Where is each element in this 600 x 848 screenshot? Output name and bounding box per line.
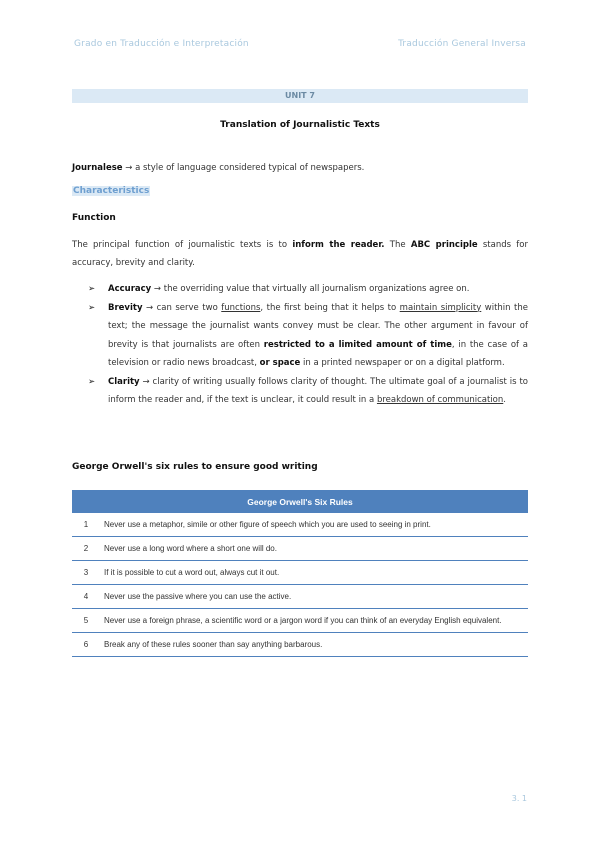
function-heading: Function (72, 213, 116, 223)
bullet-text: , the first being that it helps to (260, 302, 400, 313)
bullet-underline: functions (221, 302, 261, 313)
table-row (72, 561, 528, 585)
bullet-arrow: → (146, 302, 154, 313)
table-header: George Orwell's Six Rules (72, 490, 528, 513)
rule-number: 4 (72, 585, 100, 609)
rule-text: If it is possible to cut a word out, always cut it out. (100, 561, 528, 585)
rule-number: 6 (72, 633, 100, 657)
bullet-term: Brevity (108, 302, 143, 313)
bullet-text: , in the case of a television or radio news broadcast, (108, 339, 528, 368)
bullet-arrow: → (153, 284, 162, 294)
rule-text: Never use a long word where a short one will do. (100, 537, 528, 561)
bullet-bold: or space (259, 358, 301, 368)
definition-arrow: → (125, 163, 133, 173)
bullet-arrow-icon: ➢ (88, 376, 96, 387)
bullet-term: Accuracy (108, 284, 152, 294)
bullet-term: Clarity (108, 376, 140, 387)
bullet-text: the overriding value that virtually all journalism organizations agree on. (161, 284, 470, 294)
definition-text: a style of language considered typical of newspapers. (132, 163, 365, 173)
list-item-accuracy (88, 280, 528, 299)
abc-list (88, 280, 528, 410)
table-row (72, 609, 528, 633)
header-right: Traducción General Inversa (398, 39, 526, 49)
intro-bold: ABC principle (410, 240, 478, 250)
list-item-clarity (88, 373, 528, 410)
table-row (72, 513, 528, 537)
orwell-heading: George Orwell's six rules to ensure good writing (72, 462, 318, 472)
bullet-bold: restricted to a limited amount of time (263, 339, 452, 350)
bullet-text: in a printed newspaper or on a digital platform. (300, 358, 505, 368)
rule-text: Break any of these rules sooner than say anything barbarous. (100, 633, 528, 657)
rule-number: 5 (72, 609, 100, 633)
bullet-text: can serve two (153, 302, 222, 313)
rule-number: 2 (72, 537, 100, 561)
bullet-text: clarity of writing usually follows clarity of thought. The ultimate goal of a journalist is to inform the reader and, if the text is unclear, it could result in a (108, 376, 528, 405)
rule-number: 3 (72, 561, 100, 585)
intro-text: The (384, 240, 411, 250)
page-number: 3. 1 (511, 794, 527, 803)
bullet-arrow-icon: ➢ (88, 284, 96, 294)
bullet-arrow-icon: ➢ (88, 302, 96, 313)
bullet-text: within the text; the message the journalist wants convey must be clear. The other argument in favour of brevity is that journalists are often (108, 302, 528, 350)
header-left: Grado en Traducción e Interpretación (74, 39, 249, 49)
table-header-row (72, 490, 528, 513)
definition (72, 159, 528, 177)
intro-bold: inform the reader. (292, 240, 385, 250)
rule-number: 1 (72, 513, 100, 537)
list-item-brevity (88, 299, 528, 373)
table-row (72, 537, 528, 561)
table-row (72, 585, 528, 609)
intro-text: stands for accuracy, brevity and clarity. (72, 240, 528, 268)
bullet-underline: maintain simplicity (399, 302, 482, 313)
table-row (72, 633, 528, 657)
rule-text: Never use a foreign phrase, a scientific word or a jargon word if you can think of an everyday English equivalent. (100, 609, 528, 633)
page-title: Translation of Journalistic Texts (220, 120, 380, 130)
bullet-arrow: → (142, 376, 150, 387)
orwell-rules-table (72, 490, 528, 657)
bullet-text: . (503, 395, 506, 405)
rule-text: Never use the passive where you can use the active. (100, 585, 528, 609)
unit-banner: UNIT 7 (72, 89, 528, 103)
characteristics-heading: Characteristics (73, 186, 150, 196)
intro-paragraph (72, 236, 528, 272)
definition-term: Journalese (72, 163, 123, 173)
intro-text: The principal function of journalistic texts is to (72, 240, 293, 250)
bullet-underline: breakdown of communication (376, 395, 504, 405)
rule-text: Never use a metaphor, simile or other figure of speech which you are used to seeing in print. (100, 513, 528, 537)
